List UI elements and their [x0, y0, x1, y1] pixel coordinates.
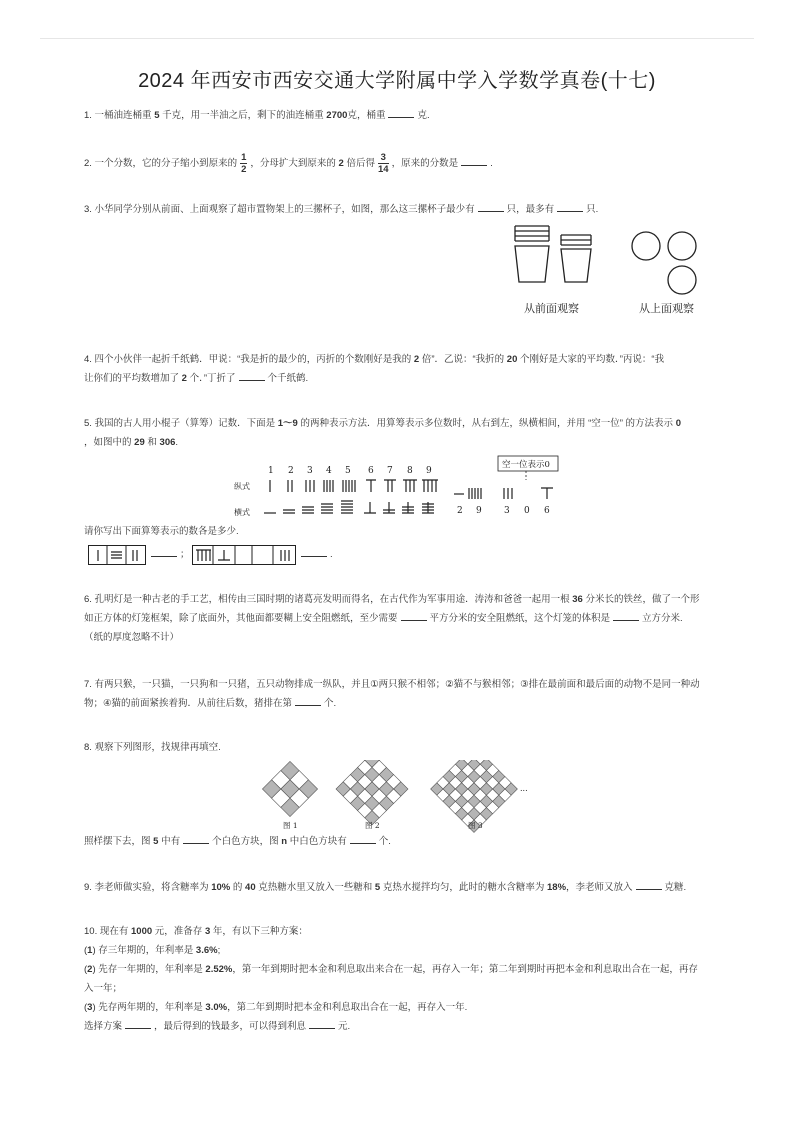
answer-blank[interactable]	[151, 545, 177, 557]
question-5-line-1: 5. 我国的古人用小棍子（算筹）记数．下面是 1～9 的两种表示方法．用算筹表示多位数时，从右到左，纵横相间，并用 “空一位” 的方法表示 0	[84, 418, 681, 429]
answer-blank-interest[interactable]	[309, 1017, 335, 1029]
question-5-line-2: ，如图中的 29 和 306.	[84, 437, 179, 448]
rod-answer-1: ；	[148, 545, 190, 564]
figure-2-label: 图 2	[365, 821, 380, 830]
answer-blank[interactable]	[636, 878, 662, 890]
question-9: 9. 李老师做实验，将含糖率为 10% 的 40 克热糖水里又放入一些糖和 5 克热水搅拌均匀，此时的糖水含糖率为 18%，李老师又放入 克糖.	[84, 878, 686, 897]
answer-blank[interactable]	[183, 832, 209, 844]
digit-label: 1	[268, 466, 274, 476]
digit-label: 4	[326, 466, 332, 476]
rod-number-box-2	[192, 545, 296, 565]
question-7-line-2: 物；④猫的前面紧挨着狗．从前往后数，猪排在第 个.	[84, 694, 336, 713]
digit-label: 5	[345, 466, 351, 476]
figure-1-label: 图 1	[283, 821, 298, 830]
question-1: 1. 一桶油连桶重 5 千克，用一半油之后，剩下的油连桶重 2700克，桶重 克.	[84, 106, 430, 125]
question-6-line-2: 如正方体的灯笼框架，除了底面外，其他面都要糊上安全阻燃纸，至少需要 平方分米的安全阻燃纸，这个灯笼的体积是 立方分米.	[84, 609, 683, 628]
question-6-line-1: 6. 孔明灯是一种古老的手工艺，相传由三国时期的诸葛亮发明而得名，在古代作为军事用途．涛涛和爸爸一起用一根 36 分米长的铁丝，做了一个形	[84, 594, 700, 605]
example-digit: 6	[544, 506, 550, 516]
question-8-title: 8. 观察下列图形，找规律再填空.	[84, 742, 221, 753]
example-digit: 3	[504, 506, 510, 516]
question-7-line-1: 7. 有两只猴，一只猫，一只狗和一只猪，五只动物排成一纵队，并且①两只猴不相邻；②猫不与猴相邻；③排在最前面和最后面的动物不是同一种动	[84, 679, 700, 690]
question-3: 3. 小华同学分别从前面、上面观察了超市置物架上的三摞杯子，如图，那么这三摞杯子最少有 只，最多有 只.	[84, 200, 598, 219]
question-2: 2. 一个分数，它的分子缩小到原来的 $\frac{1}{2}$ ，分母扩大到原来的 2 倍后得 $\frac{3}{14}$ ，原来的分数是 .	[84, 152, 493, 175]
answer-blank[interactable]	[301, 545, 327, 557]
top-view-label: 从上面观察	[639, 302, 694, 315]
top-rule	[40, 38, 754, 39]
question-10-plan-3: (3) 先存两年期的，年利率是 3.0%，第二年到期时把本金和利息取出合在一起，再存入一年.	[84, 1002, 468, 1013]
rod-number-2-figure	[193, 546, 295, 564]
digit-label: 7	[387, 466, 393, 476]
digit-label: 8	[407, 466, 413, 476]
question-8-line-2: 照样摆下去，图 5 中有 个白色方块，图 n 中白色方块有 个.	[84, 832, 391, 851]
rod-answer-2: .	[298, 545, 333, 564]
answer-blank[interactable]	[461, 154, 487, 166]
example-digit: 2	[457, 506, 463, 516]
page-title: 2024 年西安市西安交通大学附属中学入学数学真卷(十七)	[138, 70, 656, 92]
cups-figure	[506, 222, 718, 318]
pattern-figures	[262, 760, 532, 834]
question-4-line-2: 让你们的平均数增加了 2 个．”丁折了 个千纸鹤.	[84, 369, 308, 388]
answer-blank[interactable]	[295, 694, 321, 706]
figure-3-label: 图 3	[468, 821, 483, 830]
vertical-form-label: 纵式	[234, 482, 250, 491]
digit-label: 2	[288, 466, 294, 476]
horizontal-form-label: 横式	[234, 508, 250, 517]
digit-label: 3	[307, 466, 313, 476]
counting-rods-figure	[228, 452, 568, 520]
fraction-three-fourteenths: $\frac{3}{14}$	[377, 152, 389, 175]
rod-number-1-figure	[89, 546, 145, 564]
question-10-answer: 选择方案 ，最后得到的钱最多，可以得到利息 元.	[84, 1017, 350, 1036]
example-rods	[454, 488, 553, 499]
question-5-ask: 请你写出下面算筹表示的数各是多少.	[84, 526, 239, 537]
answer-blank-area[interactable]	[401, 609, 427, 621]
empty-position-label: 空一位表示0	[502, 460, 550, 470]
example-digit: 9	[476, 506, 482, 516]
question-6-line-3: （纸的厚度忽略不计）	[84, 632, 180, 643]
answer-blank[interactable]	[239, 369, 265, 381]
question-10-plan-2: (2) 先存一年期的，年利率是 2.52%，第一年到期时把本金和利息取出来合在一起，再存入一年；第二年到期时再把本金和利息取出合在一起，再存	[84, 964, 698, 975]
front-view-label: 从前面观察	[524, 302, 579, 315]
question-4-line-1: 4. 四个小伙伴一起折千纸鹤．甲说：“我是折的最少的，丙折的个数刚好是我的 2 倍”．乙说：“我折的 20 个刚好是大家的平均数．”丙说：“我	[84, 354, 665, 365]
answer-blank-volume[interactable]	[613, 609, 639, 621]
fraction-one-half: $\frac{1}{2}$	[241, 152, 247, 175]
answer-blank[interactable]	[388, 106, 414, 118]
front-view-cups	[515, 226, 591, 282]
answer-blank[interactable]	[350, 832, 376, 844]
question-10-plan-1: (1) 存三年期的，年利率是 3.6%;	[84, 945, 221, 956]
vertical-rods	[270, 480, 438, 492]
pattern-figure-1	[262, 761, 317, 816]
continuation-dots: ...	[520, 784, 528, 793]
answer-blank-max[interactable]	[557, 200, 583, 212]
pattern-figure-2	[336, 760, 408, 825]
rod-number-box-1	[88, 545, 146, 565]
answer-blank-min[interactable]	[478, 200, 504, 212]
top-view-circles	[632, 232, 696, 294]
digit-label: 9	[426, 466, 432, 476]
horizontal-rods	[264, 501, 434, 513]
example-digit: 0	[524, 506, 530, 516]
answer-blank-plan[interactable]	[125, 1017, 151, 1029]
digit-label: 6	[368, 466, 374, 476]
question-10-line-1: 10. 现在有 1000 元，准备存 3 年，有以下三种方案：	[84, 926, 308, 937]
question-10-plan-2-cont: 入一年；	[84, 983, 123, 994]
